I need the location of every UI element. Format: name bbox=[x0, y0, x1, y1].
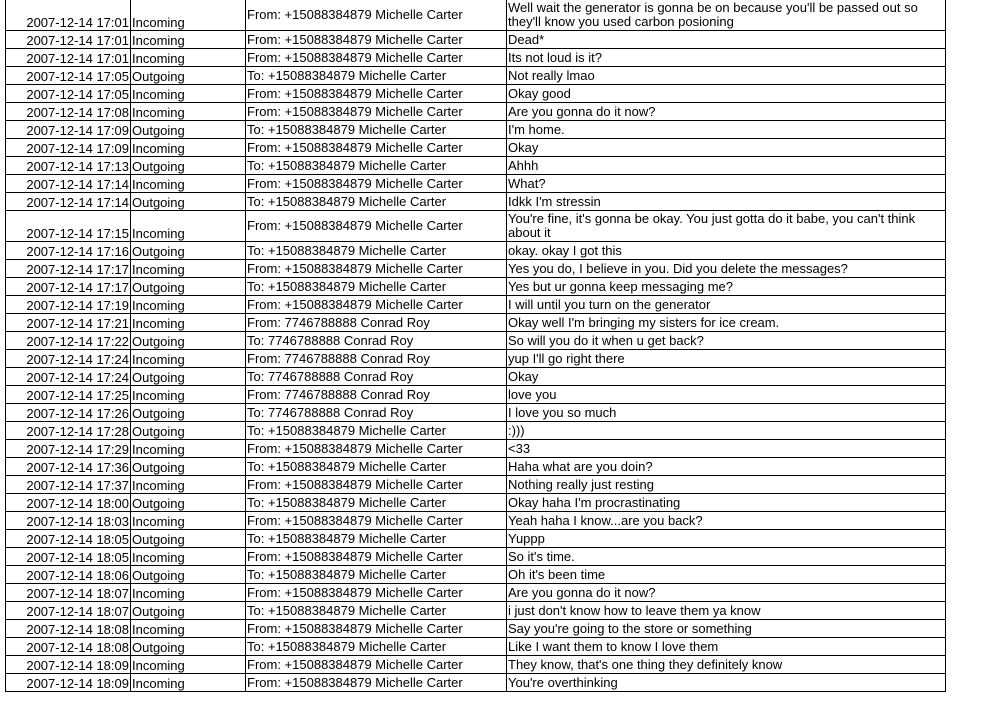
contact-cell: From: +15088384879 Michelle Carter bbox=[246, 139, 507, 157]
message-cell: They know, that's one thing they definitely know bbox=[507, 656, 946, 674]
contact-cell: To: +15088384879 Michelle Carter bbox=[246, 638, 507, 656]
table-row bbox=[6, 458, 946, 476]
timestamp-cell: 2007-12-14 18:05 bbox=[6, 548, 131, 566]
direction-cell: Outgoing bbox=[131, 121, 246, 139]
timestamp-cell: 2007-12-14 18:08 bbox=[6, 620, 131, 638]
message-cell: Okay well I'm bringing my sisters for ice cream. bbox=[507, 314, 946, 332]
timestamp-cell: 2007-12-14 17:01 bbox=[6, 0, 131, 31]
contact-cell: To: +15088384879 Michelle Carter bbox=[246, 602, 507, 620]
timestamp-cell: 2007-12-14 17:36 bbox=[6, 458, 131, 476]
direction-cell: Incoming bbox=[131, 296, 246, 314]
timestamp-cell: 2007-12-14 18:05 bbox=[6, 530, 131, 548]
message-cell: Its not loud is it? bbox=[507, 49, 946, 67]
message-cell: So will you do it when u get back? bbox=[507, 332, 946, 350]
contact-cell: To: +15088384879 Michelle Carter bbox=[246, 242, 507, 260]
table-row bbox=[6, 530, 946, 548]
direction-cell: Incoming bbox=[131, 440, 246, 458]
timestamp-cell: 2007-12-14 17:09 bbox=[6, 121, 131, 139]
message-cell: Idkk I'm stressin bbox=[507, 193, 946, 211]
direction-cell: Outgoing bbox=[131, 332, 246, 350]
contact-cell: From: +15088384879 Michelle Carter bbox=[246, 85, 507, 103]
table-row bbox=[6, 242, 946, 260]
direction-cell: Outgoing bbox=[131, 530, 246, 548]
timestamp-cell: 2007-12-14 18:09 bbox=[6, 656, 131, 674]
timestamp-cell: 2007-12-14 17:25 bbox=[6, 386, 131, 404]
timestamp-cell: 2007-12-14 17:26 bbox=[6, 404, 131, 422]
table-row bbox=[6, 193, 946, 211]
timestamp-cell: 2007-12-14 17:22 bbox=[6, 332, 131, 350]
contact-cell: From: 7746788888 Conrad Roy bbox=[246, 386, 507, 404]
table-row bbox=[6, 67, 946, 85]
table-row bbox=[6, 103, 946, 121]
table-row bbox=[6, 620, 946, 638]
table-row bbox=[6, 404, 946, 422]
table-row bbox=[6, 368, 946, 386]
message-cell: Ahhh bbox=[507, 157, 946, 175]
message-cell: Are you gonna do it now? bbox=[507, 584, 946, 602]
timestamp-cell: 2007-12-14 17:08 bbox=[6, 103, 131, 121]
message-cell: <33 bbox=[507, 440, 946, 458]
contact-cell: From: +15088384879 Michelle Carter bbox=[246, 211, 507, 242]
timestamp-cell: 2007-12-14 17:24 bbox=[6, 350, 131, 368]
message-cell: Yuppp bbox=[507, 530, 946, 548]
direction-cell: Incoming bbox=[131, 350, 246, 368]
message-cell: Okay haha I'm procrastinating bbox=[507, 494, 946, 512]
message-cell: Haha what are you doin? bbox=[507, 458, 946, 476]
timestamp-cell: 2007-12-14 17:16 bbox=[6, 242, 131, 260]
contact-cell: From: +15088384879 Michelle Carter bbox=[246, 620, 507, 638]
message-cell: You're overthinking bbox=[507, 674, 946, 692]
message-cell: Like I want them to know I love them bbox=[507, 638, 946, 656]
message-cell: I'm home. bbox=[507, 121, 946, 139]
message-cell: Yeah haha I know...are you back? bbox=[507, 512, 946, 530]
table-row bbox=[6, 31, 946, 49]
direction-cell: Incoming bbox=[131, 674, 246, 692]
contact-cell: From: +15088384879 Michelle Carter bbox=[246, 103, 507, 121]
message-cell: yup I'll go right there bbox=[507, 350, 946, 368]
message-cell: okay. okay I got this bbox=[507, 242, 946, 260]
contact-cell: From: +15088384879 Michelle Carter bbox=[246, 260, 507, 278]
direction-cell: Outgoing bbox=[131, 404, 246, 422]
message-cell: Okay bbox=[507, 368, 946, 386]
table-row bbox=[6, 512, 946, 530]
table-row bbox=[6, 49, 946, 67]
table-row bbox=[6, 332, 946, 350]
direction-cell: Incoming bbox=[131, 139, 246, 157]
message-cell: Okay good bbox=[507, 85, 946, 103]
table-row bbox=[6, 211, 946, 242]
table-row bbox=[6, 566, 946, 584]
message-cell: Well wait the generator is gonna be on because you'll be passed out so they'll know you used carbon posioning bbox=[507, 0, 946, 31]
message-cell: You're fine, it's gonna be okay. You just gotta do it babe, you can't think about it bbox=[507, 211, 946, 242]
timestamp-cell: 2007-12-14 18:00 bbox=[6, 494, 131, 512]
table-row bbox=[6, 278, 946, 296]
contact-cell: From: 7746788888 Conrad Roy bbox=[246, 350, 507, 368]
contact-cell: From: +15088384879 Michelle Carter bbox=[246, 31, 507, 49]
table-row bbox=[6, 314, 946, 332]
contact-cell: From: +15088384879 Michelle Carter bbox=[246, 296, 507, 314]
contact-cell: To: +15088384879 Michelle Carter bbox=[246, 121, 507, 139]
timestamp-cell: 2007-12-14 17:14 bbox=[6, 175, 131, 193]
message-cell: I love you so much bbox=[507, 404, 946, 422]
contact-cell: To: +15088384879 Michelle Carter bbox=[246, 422, 507, 440]
contact-cell: From: +15088384879 Michelle Carter bbox=[246, 656, 507, 674]
contact-cell: From: +15088384879 Michelle Carter bbox=[246, 584, 507, 602]
timestamp-cell: 2007-12-14 18:08 bbox=[6, 638, 131, 656]
direction-cell: Outgoing bbox=[131, 157, 246, 175]
table-row bbox=[6, 674, 946, 692]
table-row bbox=[6, 638, 946, 656]
direction-cell: Outgoing bbox=[131, 458, 246, 476]
message-cell: What? bbox=[507, 175, 946, 193]
table-row bbox=[6, 584, 946, 602]
timestamp-cell: 2007-12-14 17:14 bbox=[6, 193, 131, 211]
message-cell: Oh it's been time bbox=[507, 566, 946, 584]
direction-cell: Outgoing bbox=[131, 422, 246, 440]
timestamp-cell: 2007-12-14 17:28 bbox=[6, 422, 131, 440]
table-row bbox=[6, 260, 946, 278]
table-row bbox=[6, 476, 946, 494]
timestamp-cell: 2007-12-14 17:19 bbox=[6, 296, 131, 314]
table-row bbox=[6, 548, 946, 566]
contact-cell: To: +15088384879 Michelle Carter bbox=[246, 193, 507, 211]
timestamp-cell: 2007-12-14 17:21 bbox=[6, 314, 131, 332]
direction-cell: Incoming bbox=[131, 386, 246, 404]
table-row bbox=[6, 85, 946, 103]
direction-cell: Incoming bbox=[131, 103, 246, 121]
contact-cell: To: +15088384879 Michelle Carter bbox=[246, 157, 507, 175]
direction-cell: Incoming bbox=[131, 0, 246, 31]
message-cell: Dead* bbox=[507, 31, 946, 49]
direction-cell: Incoming bbox=[131, 584, 246, 602]
table-row bbox=[6, 602, 946, 620]
message-cell: love you bbox=[507, 386, 946, 404]
table-row bbox=[6, 0, 946, 31]
direction-cell: Incoming bbox=[131, 49, 246, 67]
timestamp-cell: 2007-12-14 17:17 bbox=[6, 278, 131, 296]
timestamp-cell: 2007-12-14 17:01 bbox=[6, 49, 131, 67]
direction-cell: Incoming bbox=[131, 476, 246, 494]
contact-cell: To: +15088384879 Michelle Carter bbox=[246, 566, 507, 584]
timestamp-cell: 2007-12-14 17:13 bbox=[6, 157, 131, 175]
contact-cell: To: +15088384879 Michelle Carter bbox=[246, 530, 507, 548]
message-cell: So it's time. bbox=[507, 548, 946, 566]
direction-cell: Outgoing bbox=[131, 494, 246, 512]
direction-cell: Outgoing bbox=[131, 242, 246, 260]
table-row bbox=[6, 350, 946, 368]
contact-cell: From: +15088384879 Michelle Carter bbox=[246, 440, 507, 458]
direction-cell: Outgoing bbox=[131, 638, 246, 656]
timestamp-cell: 2007-12-14 17:17 bbox=[6, 260, 131, 278]
message-cell: Yes you do, I believe in you. Did you delete the messages? bbox=[507, 260, 946, 278]
direction-cell: Incoming bbox=[131, 85, 246, 103]
table-row bbox=[6, 386, 946, 404]
table-row bbox=[6, 494, 946, 512]
direction-cell: Outgoing bbox=[131, 566, 246, 584]
table-row bbox=[6, 296, 946, 314]
message-log-table bbox=[5, 0, 946, 692]
contact-cell: To: 7746788888 Conrad Roy bbox=[246, 332, 507, 350]
timestamp-cell: 2007-12-14 17:05 bbox=[6, 67, 131, 85]
contact-cell: To: 7746788888 Conrad Roy bbox=[246, 368, 507, 386]
timestamp-cell: 2007-12-14 17:09 bbox=[6, 139, 131, 157]
timestamp-cell: 2007-12-14 17:15 bbox=[6, 211, 131, 242]
message-cell: I will until you turn on the generator bbox=[507, 296, 946, 314]
timestamp-cell: 2007-12-14 17:37 bbox=[6, 476, 131, 494]
contact-cell: From: 7746788888 Conrad Roy bbox=[246, 314, 507, 332]
contact-cell: From: +15088384879 Michelle Carter bbox=[246, 548, 507, 566]
table-row bbox=[6, 440, 946, 458]
timestamp-cell: 2007-12-14 18:03 bbox=[6, 512, 131, 530]
message-cell: i just don't know how to leave them ya know bbox=[507, 602, 946, 620]
direction-cell: Incoming bbox=[131, 512, 246, 530]
table-row bbox=[6, 157, 946, 175]
table-row bbox=[6, 175, 946, 193]
timestamp-cell: 2007-12-14 17:05 bbox=[6, 85, 131, 103]
direction-cell: Outgoing bbox=[131, 193, 246, 211]
contact-cell: To: +15088384879 Michelle Carter bbox=[246, 67, 507, 85]
contact-cell: To: +15088384879 Michelle Carter bbox=[246, 278, 507, 296]
direction-cell: Incoming bbox=[131, 314, 246, 332]
timestamp-cell: 2007-12-14 17:01 bbox=[6, 31, 131, 49]
message-cell: Nothing really just resting bbox=[507, 476, 946, 494]
timestamp-cell: 2007-12-14 17:29 bbox=[6, 440, 131, 458]
table-row bbox=[6, 656, 946, 674]
timestamp-cell: 2007-12-14 18:07 bbox=[6, 584, 131, 602]
direction-cell: Outgoing bbox=[131, 368, 246, 386]
message-cell: Not really lmao bbox=[507, 67, 946, 85]
direction-cell: Incoming bbox=[131, 175, 246, 193]
contact-cell: From: +15088384879 Michelle Carter bbox=[246, 0, 507, 31]
direction-cell: Outgoing bbox=[131, 278, 246, 296]
table-row bbox=[6, 422, 946, 440]
timestamp-cell: 2007-12-14 18:09 bbox=[6, 674, 131, 692]
message-cell: Say you're going to the store or something bbox=[507, 620, 946, 638]
direction-cell: Incoming bbox=[131, 620, 246, 638]
direction-cell: Incoming bbox=[131, 211, 246, 242]
contact-cell: From: +15088384879 Michelle Carter bbox=[246, 175, 507, 193]
contact-cell: From: +15088384879 Michelle Carter bbox=[246, 476, 507, 494]
direction-cell: Outgoing bbox=[131, 602, 246, 620]
contact-cell: To: +15088384879 Michelle Carter bbox=[246, 458, 507, 476]
direction-cell: Incoming bbox=[131, 31, 246, 49]
message-cell: :))) bbox=[507, 422, 946, 440]
direction-cell: Outgoing bbox=[131, 67, 246, 85]
timestamp-cell: 2007-12-14 18:07 bbox=[6, 602, 131, 620]
contact-cell: From: +15088384879 Michelle Carter bbox=[246, 49, 507, 67]
table-row bbox=[6, 121, 946, 139]
message-cell: Yes but ur gonna keep messaging me? bbox=[507, 278, 946, 296]
contact-cell: From: +15088384879 Michelle Carter bbox=[246, 674, 507, 692]
direction-cell: Incoming bbox=[131, 656, 246, 674]
message-cell: Are you gonna do it now? bbox=[507, 103, 946, 121]
timestamp-cell: 2007-12-14 17:24 bbox=[6, 368, 131, 386]
message-log-body bbox=[6, 0, 946, 692]
direction-cell: Incoming bbox=[131, 548, 246, 566]
timestamp-cell: 2007-12-14 18:06 bbox=[6, 566, 131, 584]
message-cell: Okay bbox=[507, 139, 946, 157]
contact-cell: To: +15088384879 Michelle Carter bbox=[246, 494, 507, 512]
contact-cell: To: 7746788888 Conrad Roy bbox=[246, 404, 507, 422]
direction-cell: Incoming bbox=[131, 260, 246, 278]
table-row bbox=[6, 139, 946, 157]
contact-cell: From: +15088384879 Michelle Carter bbox=[246, 512, 507, 530]
